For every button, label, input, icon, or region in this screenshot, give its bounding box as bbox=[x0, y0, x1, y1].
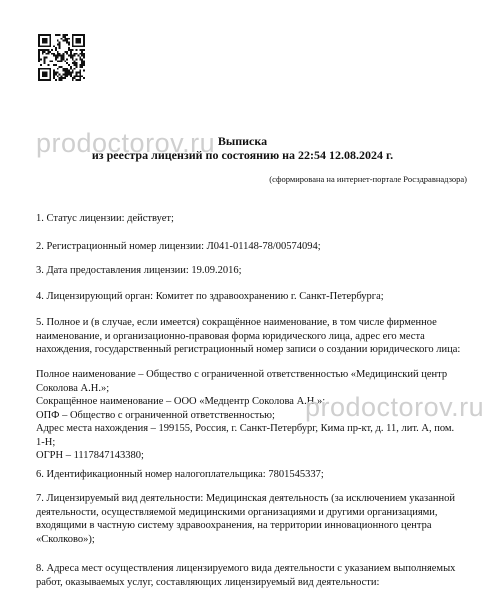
source-note: (сформирована на интернет-портале Росздравнадзора) bbox=[269, 174, 467, 184]
text-line: 5. Полное и (в случае, если имеется) сокращённое наименование, в том числе фирменное bbox=[36, 317, 437, 328]
organization-details bbox=[36, 368, 468, 463]
license-date: 3. Дата предоставления лицензии: 19.09.2016; bbox=[36, 265, 242, 276]
text-line: Адрес места нахождения – 199155, Россия, г. Санкт-Петербург, Кима пр-кт, д. 11, лит. А, пом. bbox=[36, 423, 455, 434]
licensed-activity bbox=[36, 492, 468, 546]
text-line: Полное наименование – Общество с ограниченной ответственностью «Медицинский центр bbox=[36, 369, 448, 380]
watermark: prodoctorov.ru bbox=[305, 392, 485, 422]
qr-code-icon bbox=[38, 34, 85, 81]
document-title: Выписка bbox=[217, 134, 268, 148]
licensing-authority: 4. Лицензирующий орган: Комитет по здравоохранению г. Санкт-Петербурга; bbox=[36, 291, 384, 302]
text-line: ОПФ – Общество с ограниченной ответственностью; bbox=[36, 409, 275, 421]
license-status: 1. Статус лицензии: действует; bbox=[36, 213, 174, 224]
text-line: работ, оказываемых услуг, составляющих лицензируемый вид деятельности: bbox=[36, 576, 380, 588]
license-number: 2. Регистрационный номер лицензии: Л041-01148-78/00574094; bbox=[36, 241, 321, 252]
text-line: 7. Лицензируемый вид деятельности: Медицинская деятельность (за исключением указанной bbox=[36, 493, 455, 504]
text-line: нахождения, государственный регистрационный номер записи о создании юридического лица: bbox=[36, 344, 461, 355]
text-line: наименование, и организационно-правовая форма юридического лица, адрес его места bbox=[36, 330, 425, 342]
text-line: Соколова А.Н.»; bbox=[36, 382, 110, 394]
taxpayer-id: 6. Идентификационный номер налогоплательщика: 7801545337; bbox=[36, 469, 324, 480]
text-line: ОГРН – 1117847143380; bbox=[36, 450, 144, 461]
text-line: 1-Н; bbox=[36, 436, 56, 448]
text-line: 8. Адреса мест осуществления лицензируемого вида деятельности с указанием выполняемых bbox=[36, 563, 456, 574]
organization-name-heading bbox=[36, 316, 468, 357]
text-line: «Сколково»); bbox=[36, 533, 95, 545]
document-subtitle: из реестра лицензий по состоянию на 22:54 12.08.2024 г. bbox=[91, 148, 394, 162]
text-line: деятельности, осуществляемой медицинскими организациями и другими организациями, bbox=[36, 506, 438, 518]
text-line: входящими в частную систему здравоохранения, на территории инновационного центра bbox=[36, 520, 432, 531]
activity-addresses bbox=[36, 562, 468, 589]
watermark: prodoctorov.ru bbox=[36, 128, 216, 158]
text-line: Сокращённое наименование – ООО «Медцентр Соколова А.Н.»; bbox=[36, 396, 326, 407]
